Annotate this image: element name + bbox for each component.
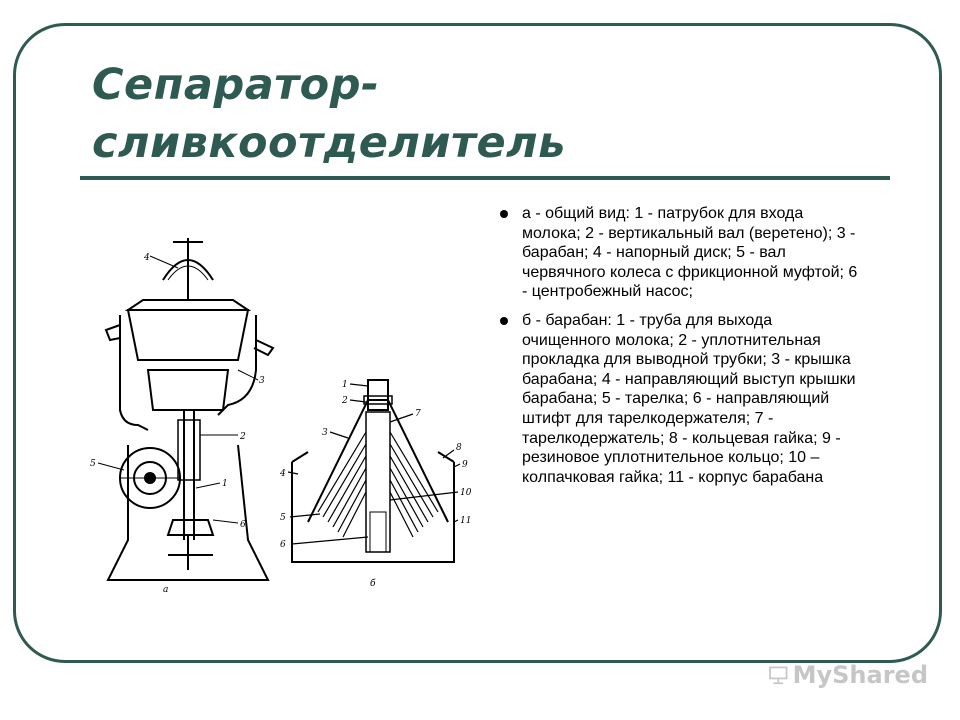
fig-b-label-7: 7 <box>415 409 421 419</box>
fig-b-caption: б <box>370 579 376 589</box>
fig-b-label-8: 8 <box>456 443 462 453</box>
fig-b-label-5: 5 <box>280 513 286 523</box>
fig-a-label-2: 2 <box>240 432 246 442</box>
fig-b-label-4: 4 <box>280 469 286 479</box>
fig-a-label-6: 6 <box>240 520 246 530</box>
title-divider <box>80 176 890 180</box>
bullet-dot-icon <box>500 210 508 218</box>
fig-a-label-3: 3 <box>259 376 265 386</box>
figure-separator-general-view <box>88 220 288 600</box>
fig-b-label-9: 9 <box>462 460 468 470</box>
bullet-text: а - общий вид: 1 - патрубок для входа молока; 2 - вертикальный вал (веретено); 3 - барабан; 4 - напорный диск; 5 - вал червячного колеса с фрикционной муфтой; 6 - центробежный насос; <box>522 205 858 301</box>
presentation-icon <box>768 660 789 690</box>
slide-title: Сепаратор-сливкоотделитель <box>92 60 566 168</box>
bullet-dot-icon <box>500 317 508 325</box>
fig-a-label-4: 4 <box>144 253 150 263</box>
list-item <box>498 204 858 302</box>
fig-b-label-10: 10 <box>460 488 472 498</box>
fig-a-label-1: 1 <box>222 479 228 489</box>
fig-b-label-1: 1 <box>342 380 348 390</box>
fig-a-caption: а <box>163 585 169 595</box>
bullet-text: б - барабан: 1 - труба для выхода очищенного молока; 2 - уплотнительная прокладка для выводной трубки; 3 - крышка барабана; 4 - направляющий выступ крышки барабана; 5 - тарелка; 6 - направляющий штифт для тарелкодержателя; 7 - тарелкодержатель; 8 - кольцевая гайка; 9 - резиновое уплотнительное кольцо; 10 – колпачковая гайка; 11 - корпус барабана <box>522 311 856 486</box>
fig-a-label-5: 5 <box>90 459 96 469</box>
figure-drum-section <box>278 372 478 592</box>
fig-b-label-11: 11 <box>460 516 472 526</box>
watermark-logo <box>768 655 928 695</box>
watermark-text: MyShared <box>792 661 928 689</box>
list-item <box>498 311 858 487</box>
fig-b-label-6: 6 <box>280 540 286 550</box>
fig-b-label-3: 3 <box>322 428 328 438</box>
description-list <box>498 204 858 496</box>
fig-b-label-2: 2 <box>342 396 348 406</box>
